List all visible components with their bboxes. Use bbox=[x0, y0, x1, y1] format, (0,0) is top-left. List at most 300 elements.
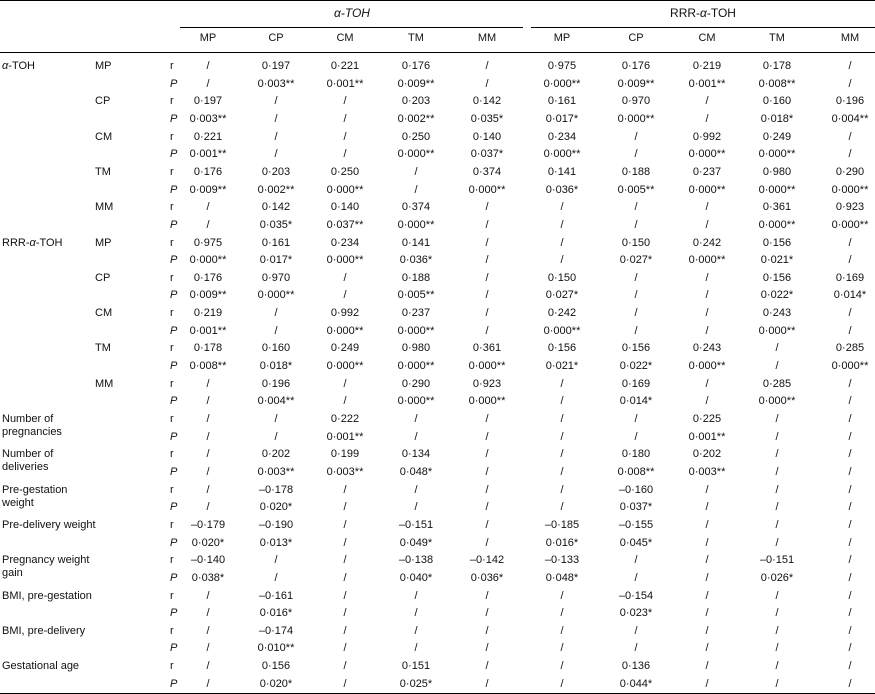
table-cell: 0·036* bbox=[470, 572, 504, 584]
table-cell: / bbox=[206, 60, 210, 72]
table-cell: 0·003** bbox=[688, 466, 726, 478]
table-cell: / bbox=[206, 642, 210, 654]
table-cell: 0·188 bbox=[401, 272, 431, 284]
table-cell: 0·178 bbox=[762, 60, 792, 72]
stat-label: r bbox=[170, 484, 174, 496]
table-cell: 0·290 bbox=[835, 166, 865, 178]
stat-label: r bbox=[170, 95, 174, 107]
table-cell: / bbox=[848, 378, 852, 390]
table-cell: / bbox=[705, 219, 709, 231]
table-cell: 0·000** bbox=[468, 395, 506, 407]
table-cell: / bbox=[343, 378, 347, 390]
stat-label: P bbox=[170, 501, 178, 513]
table-cell: 0·199 bbox=[330, 448, 360, 460]
table-cell: –0·151 bbox=[759, 554, 795, 566]
table-cell: / bbox=[560, 413, 564, 425]
table-cell: / bbox=[206, 413, 210, 425]
table-cell: 0·970 bbox=[261, 272, 291, 284]
table-cell: 0·150 bbox=[621, 237, 651, 249]
table-cell: 0·016* bbox=[545, 537, 579, 549]
table-cell: 0·000** bbox=[468, 184, 506, 196]
table-cell: / bbox=[775, 413, 779, 425]
table-cell: 0·178 bbox=[193, 342, 223, 354]
table-cell: 0·000** bbox=[397, 219, 435, 231]
table-cell: / bbox=[634, 307, 638, 319]
stat-label: P bbox=[170, 431, 178, 443]
column-header-cm: CM bbox=[336, 32, 354, 44]
stat-label: r bbox=[170, 519, 174, 531]
table-cell: / bbox=[848, 413, 852, 425]
table-cell: 0·000** bbox=[617, 113, 655, 125]
table-cell: 0·161 bbox=[547, 95, 577, 107]
table-cell: 0·040* bbox=[399, 572, 433, 584]
stat-label: r bbox=[170, 60, 174, 72]
row-label: BMI, pre-delivery bbox=[2, 625, 86, 637]
table-cell: / bbox=[705, 201, 709, 213]
table-cell: 0·009** bbox=[397, 78, 435, 90]
table-cell: 0·140 bbox=[330, 201, 360, 213]
table-cell: 0·008** bbox=[617, 466, 655, 478]
table-cell: 0·169 bbox=[835, 272, 865, 284]
table-cell: / bbox=[560, 448, 564, 460]
stat-label: P bbox=[170, 642, 178, 654]
table-cell: 0·225 bbox=[692, 413, 722, 425]
table-cell: / bbox=[705, 113, 709, 125]
stat-label: r bbox=[170, 413, 174, 425]
table-cell: / bbox=[206, 501, 210, 513]
table-cell: / bbox=[274, 325, 278, 337]
table-cell: –0·190 bbox=[258, 519, 294, 531]
table-cell: / bbox=[206, 590, 210, 602]
table-cell: / bbox=[705, 325, 709, 337]
stat-label: r bbox=[170, 131, 174, 143]
table-cell: / bbox=[485, 678, 489, 690]
table-cell: 0·000** bbox=[758, 219, 796, 231]
table-cell: –0·160 bbox=[618, 484, 654, 496]
table-cell: / bbox=[775, 431, 779, 443]
stat-label: P bbox=[170, 607, 178, 619]
table-cell: / bbox=[414, 184, 418, 196]
stat-label: P bbox=[170, 289, 178, 301]
table-cell: 0·000** bbox=[758, 148, 796, 160]
table-cell: 0·285 bbox=[835, 342, 865, 354]
row-sublabel: CP bbox=[95, 272, 111, 284]
table-cell: 0·000** bbox=[831, 184, 869, 196]
table-cell: / bbox=[414, 625, 418, 637]
table-cell: / bbox=[485, 219, 489, 231]
table-cell: 0·048* bbox=[399, 466, 433, 478]
table-cell: / bbox=[206, 466, 210, 478]
table-cell: 0·000** bbox=[543, 325, 581, 337]
table-cell: 0·150 bbox=[547, 272, 577, 284]
table-cell: 0·250 bbox=[330, 166, 360, 178]
table-cell: / bbox=[206, 431, 210, 443]
table-cell: 0·000** bbox=[543, 78, 581, 90]
table-cell: 0·975 bbox=[193, 237, 223, 249]
stat-label: r bbox=[170, 342, 174, 354]
table-cell: / bbox=[274, 131, 278, 143]
table-cell: / bbox=[343, 590, 347, 602]
table-cell: 0·374 bbox=[472, 166, 502, 178]
stat-label: P bbox=[170, 78, 178, 90]
table-cell: 0·234 bbox=[547, 131, 577, 143]
table-cell: 0·008** bbox=[758, 78, 796, 90]
table-cell: 0·001** bbox=[189, 148, 227, 160]
table-cell: / bbox=[848, 448, 852, 460]
table-cell: 0·049* bbox=[399, 537, 433, 549]
table-cell: 0·037* bbox=[470, 148, 504, 160]
group-header-alpha-toh: α-TOH bbox=[334, 6, 370, 20]
column-header-cp: CP bbox=[268, 32, 284, 44]
table-cell: / bbox=[206, 201, 210, 213]
table-cell: 0·003** bbox=[257, 466, 295, 478]
table-cell: / bbox=[560, 607, 564, 619]
table-cell: / bbox=[485, 537, 489, 549]
table-cell: 0·038* bbox=[191, 572, 225, 584]
row-sublabel: TM bbox=[95, 166, 111, 178]
table-cell: / bbox=[560, 678, 564, 690]
table-cell: 0·017* bbox=[259, 254, 293, 266]
table-cell: / bbox=[705, 590, 709, 602]
table-cell: –0·155 bbox=[618, 519, 654, 531]
table-cell: 0·000** bbox=[758, 325, 796, 337]
row-sublabel: CM bbox=[95, 131, 113, 143]
table-cell: / bbox=[705, 642, 709, 654]
stat-label: P bbox=[170, 537, 178, 549]
table-cell: / bbox=[634, 625, 638, 637]
table-cell: / bbox=[414, 607, 418, 619]
table-cell: / bbox=[705, 554, 709, 566]
table-cell: 0·035* bbox=[259, 219, 293, 231]
table-cell: / bbox=[560, 660, 564, 672]
table-cell: 0·000** bbox=[397, 148, 435, 160]
table-cell: –0·140 bbox=[190, 554, 226, 566]
table-cell: / bbox=[343, 519, 347, 531]
table-cell: / bbox=[343, 501, 347, 513]
table-cell: / bbox=[485, 413, 489, 425]
table-cell: 0·242 bbox=[547, 307, 577, 319]
row-label: Gestational age bbox=[2, 660, 80, 672]
table-cell: 0·156 bbox=[547, 342, 577, 354]
table-cell: / bbox=[485, 519, 489, 531]
group-a-underline bbox=[180, 27, 523, 28]
table-cell: / bbox=[775, 466, 779, 478]
table-cell: / bbox=[775, 537, 779, 549]
table-cell: 0·027* bbox=[619, 254, 653, 266]
table-cell: / bbox=[274, 307, 278, 319]
stat-label: P bbox=[170, 148, 178, 160]
table-cell: / bbox=[848, 484, 852, 496]
table-cell: 0·037** bbox=[326, 219, 364, 231]
table-cell: / bbox=[485, 60, 489, 72]
table-cell: 0·004** bbox=[257, 395, 295, 407]
table-cell: / bbox=[414, 590, 418, 602]
table-cell: 0·009** bbox=[617, 78, 655, 90]
table-cell: –0·151 bbox=[398, 519, 434, 531]
row-sublabel: MM bbox=[95, 378, 114, 390]
table-cell: / bbox=[485, 78, 489, 90]
table-cell: 0·003** bbox=[326, 466, 364, 478]
table-cell: / bbox=[485, 237, 489, 249]
table-cell: 0·361 bbox=[472, 342, 502, 354]
table-cell: / bbox=[414, 484, 418, 496]
table-cell: 0·018* bbox=[259, 360, 293, 372]
table-cell: 0·980 bbox=[401, 342, 431, 354]
table-cell: / bbox=[634, 272, 638, 284]
table-cell: 0·176 bbox=[401, 60, 431, 72]
table-cell: / bbox=[414, 501, 418, 513]
table-cell: / bbox=[274, 572, 278, 584]
stat-label: P bbox=[170, 254, 178, 266]
table-cell: 0·025* bbox=[399, 678, 433, 690]
table-cell: 0·243 bbox=[692, 342, 722, 354]
group-b-underline bbox=[531, 27, 875, 28]
table-cell: / bbox=[775, 360, 779, 372]
table-cell: / bbox=[775, 607, 779, 619]
table-cell: / bbox=[560, 378, 564, 390]
table-cell: 0·975 bbox=[547, 60, 577, 72]
table-cell: / bbox=[634, 325, 638, 337]
row-sublabel: MP bbox=[95, 60, 112, 72]
table-cell: / bbox=[414, 413, 418, 425]
table-cell: / bbox=[560, 625, 564, 637]
table-cell: / bbox=[343, 148, 347, 160]
table-cell: 0·036* bbox=[399, 254, 433, 266]
table-cell: 0·045* bbox=[619, 537, 653, 549]
table-cell: / bbox=[274, 148, 278, 160]
table-cell: 0·923 bbox=[835, 201, 865, 213]
table-cell: / bbox=[206, 607, 210, 619]
table-cell: 0·022* bbox=[619, 360, 653, 372]
table-cell: 0·221 bbox=[193, 131, 223, 143]
table-cell: 0·156 bbox=[261, 660, 291, 672]
table-cell: 0·044* bbox=[619, 678, 653, 690]
table-cell: / bbox=[705, 272, 709, 284]
alpha-symbol: α bbox=[700, 6, 707, 20]
table-cell: 0·027* bbox=[545, 289, 579, 301]
table-cell: / bbox=[775, 519, 779, 531]
table-cell: –0·142 bbox=[469, 554, 505, 566]
table-cell: 0·136 bbox=[621, 660, 651, 672]
table-cell: 0·923 bbox=[472, 378, 502, 390]
row-sublabel: CP bbox=[95, 95, 111, 107]
row-sublabel: MM bbox=[95, 201, 114, 213]
table-cell: / bbox=[485, 484, 489, 496]
table-cell: 0·020* bbox=[259, 678, 293, 690]
stat-label: r bbox=[170, 660, 174, 672]
table-cell: 0·023* bbox=[619, 607, 653, 619]
table-cell: 0·026* bbox=[760, 572, 794, 584]
table-cell: 0·000** bbox=[688, 184, 726, 196]
table-cell: –0·179 bbox=[190, 519, 226, 531]
table-cell: –0·174 bbox=[258, 625, 294, 637]
table-cell: 0·141 bbox=[547, 166, 577, 178]
table-cell: / bbox=[775, 590, 779, 602]
table-cell: 0·010** bbox=[257, 642, 295, 654]
table-cell: / bbox=[485, 625, 489, 637]
stat-label: r bbox=[170, 237, 174, 249]
table-cell: 0·250 bbox=[401, 131, 431, 143]
table-cell: 0·001** bbox=[326, 78, 364, 90]
table-cell: / bbox=[705, 95, 709, 107]
table-cell: / bbox=[848, 572, 852, 584]
stat-label: r bbox=[170, 272, 174, 284]
table-cell: 0·000** bbox=[831, 219, 869, 231]
column-header-mp: MP bbox=[553, 32, 571, 44]
table-cell: 0·020* bbox=[259, 501, 293, 513]
table-cell: / bbox=[848, 325, 852, 337]
table-cell: / bbox=[848, 431, 852, 443]
table-cell: / bbox=[848, 307, 852, 319]
table-cell: / bbox=[206, 448, 210, 460]
table-cell: / bbox=[206, 78, 210, 90]
table-cell: 0·243 bbox=[762, 307, 792, 319]
table-cell: / bbox=[634, 413, 638, 425]
table-cell: / bbox=[775, 642, 779, 654]
table-cell: / bbox=[343, 642, 347, 654]
table-cell: / bbox=[343, 484, 347, 496]
table-cell: / bbox=[705, 395, 709, 407]
table-cell: 0·176 bbox=[193, 272, 223, 284]
table-cell: 0·197 bbox=[261, 60, 291, 72]
table-cell: 0·970 bbox=[621, 95, 651, 107]
table-cell: / bbox=[560, 590, 564, 602]
table-cell: / bbox=[848, 607, 852, 619]
table-cell: / bbox=[634, 201, 638, 213]
table-cell: / bbox=[775, 678, 779, 690]
table-cell: 0·142 bbox=[261, 201, 291, 213]
table-cell: / bbox=[848, 237, 852, 249]
table-cell: 0·002** bbox=[257, 184, 295, 196]
table-cell: 0·000** bbox=[397, 360, 435, 372]
table-cell: 0·000** bbox=[326, 360, 364, 372]
table-cell: / bbox=[634, 131, 638, 143]
table-cell: / bbox=[848, 60, 852, 72]
table-cell: 0·021* bbox=[545, 360, 579, 372]
table-cell: / bbox=[560, 254, 564, 266]
table-cell: 0·161 bbox=[261, 237, 291, 249]
table-cell: / bbox=[634, 554, 638, 566]
table-cell: 0·169 bbox=[621, 378, 651, 390]
table-cell: 0·003** bbox=[257, 78, 295, 90]
table-cell: 0·180 bbox=[621, 448, 651, 460]
row-label: RRR-α-TOH bbox=[2, 237, 63, 249]
stat-label: r bbox=[170, 448, 174, 460]
stat-label: r bbox=[170, 625, 174, 637]
table-cell: 0·980 bbox=[762, 166, 792, 178]
table-cell: / bbox=[775, 501, 779, 513]
table-cell: –0·154 bbox=[618, 590, 654, 602]
alpha-symbol: α bbox=[2, 60, 9, 72]
stat-label: P bbox=[170, 395, 178, 407]
table-cell: –0·185 bbox=[544, 519, 580, 531]
table-cell: –0·178 bbox=[258, 484, 294, 496]
table-cell: / bbox=[343, 289, 347, 301]
table-cell: / bbox=[414, 166, 418, 178]
table-cell: / bbox=[634, 219, 638, 231]
table-cell: / bbox=[560, 642, 564, 654]
table-cell: 0·017* bbox=[545, 113, 579, 125]
table-cell: / bbox=[274, 431, 278, 443]
table-cell: / bbox=[775, 484, 779, 496]
table-cell: 0·142 bbox=[472, 95, 502, 107]
table-cell: / bbox=[848, 660, 852, 672]
table-cell: / bbox=[560, 237, 564, 249]
row-label: Pre-gestation weight bbox=[2, 484, 68, 509]
row-label: Number of pregnancies bbox=[2, 413, 62, 438]
table-cell: –0·133 bbox=[544, 554, 580, 566]
table-cell: 0·048* bbox=[545, 572, 579, 584]
table-cell: / bbox=[343, 95, 347, 107]
table-cell: / bbox=[848, 590, 852, 602]
table-cell: 0·008** bbox=[189, 360, 227, 372]
table-cell: / bbox=[848, 395, 852, 407]
table-cell: / bbox=[775, 342, 779, 354]
table-cell: 0·160 bbox=[762, 95, 792, 107]
table-cell: / bbox=[414, 431, 418, 443]
table-cell: 0·036* bbox=[545, 184, 579, 196]
stat-label: P bbox=[170, 219, 178, 231]
alpha-symbol: α bbox=[29, 237, 36, 249]
table-cell: 0·176 bbox=[621, 60, 651, 72]
table-cell: / bbox=[274, 95, 278, 107]
table-cell: 0·000** bbox=[831, 360, 869, 372]
table-cell: 0·992 bbox=[692, 131, 722, 143]
table-cell: / bbox=[343, 272, 347, 284]
table-cell: / bbox=[274, 413, 278, 425]
table-cell: / bbox=[705, 660, 709, 672]
column-header-cm: CM bbox=[698, 32, 716, 44]
table-cell: / bbox=[848, 625, 852, 637]
table-cell: 0·219 bbox=[193, 307, 223, 319]
top-rule bbox=[0, 0, 875, 1]
table-cell: / bbox=[343, 572, 347, 584]
table-cell: / bbox=[634, 289, 638, 301]
table-cell: / bbox=[343, 113, 347, 125]
table-cell: 0·000** bbox=[189, 254, 227, 266]
table-cell: 0·035* bbox=[470, 113, 504, 125]
table-cell: / bbox=[485, 307, 489, 319]
table-cell: 0·014* bbox=[619, 395, 653, 407]
table-cell: / bbox=[343, 537, 347, 549]
table-cell: 0·009** bbox=[189, 289, 227, 301]
table-cell: / bbox=[343, 554, 347, 566]
table-cell: 0·000** bbox=[326, 254, 364, 266]
table-cell: 0·188 bbox=[621, 166, 651, 178]
table-cell: / bbox=[343, 395, 347, 407]
stat-label: r bbox=[170, 378, 174, 390]
table-cell: 0·156 bbox=[621, 342, 651, 354]
table-cell: / bbox=[414, 642, 418, 654]
table-cell: / bbox=[206, 660, 210, 672]
table-cell: 0·009** bbox=[189, 184, 227, 196]
table-cell: / bbox=[705, 625, 709, 637]
table-cell: 0·237 bbox=[692, 166, 722, 178]
table-cell: 0·014* bbox=[833, 289, 867, 301]
table-cell: / bbox=[485, 466, 489, 478]
table-cell: / bbox=[343, 660, 347, 672]
table-cell: 0·005** bbox=[617, 184, 655, 196]
table-cell: 0·202 bbox=[692, 448, 722, 460]
table-cell: / bbox=[775, 448, 779, 460]
table-cell: / bbox=[848, 678, 852, 690]
table-cell: 0·160 bbox=[261, 342, 291, 354]
table-cell: 0·249 bbox=[762, 131, 792, 143]
column-header-mm: MM bbox=[477, 32, 497, 44]
table-cell: / bbox=[206, 625, 210, 637]
table-cell: 0·176 bbox=[193, 166, 223, 178]
stat-label: P bbox=[170, 678, 178, 690]
